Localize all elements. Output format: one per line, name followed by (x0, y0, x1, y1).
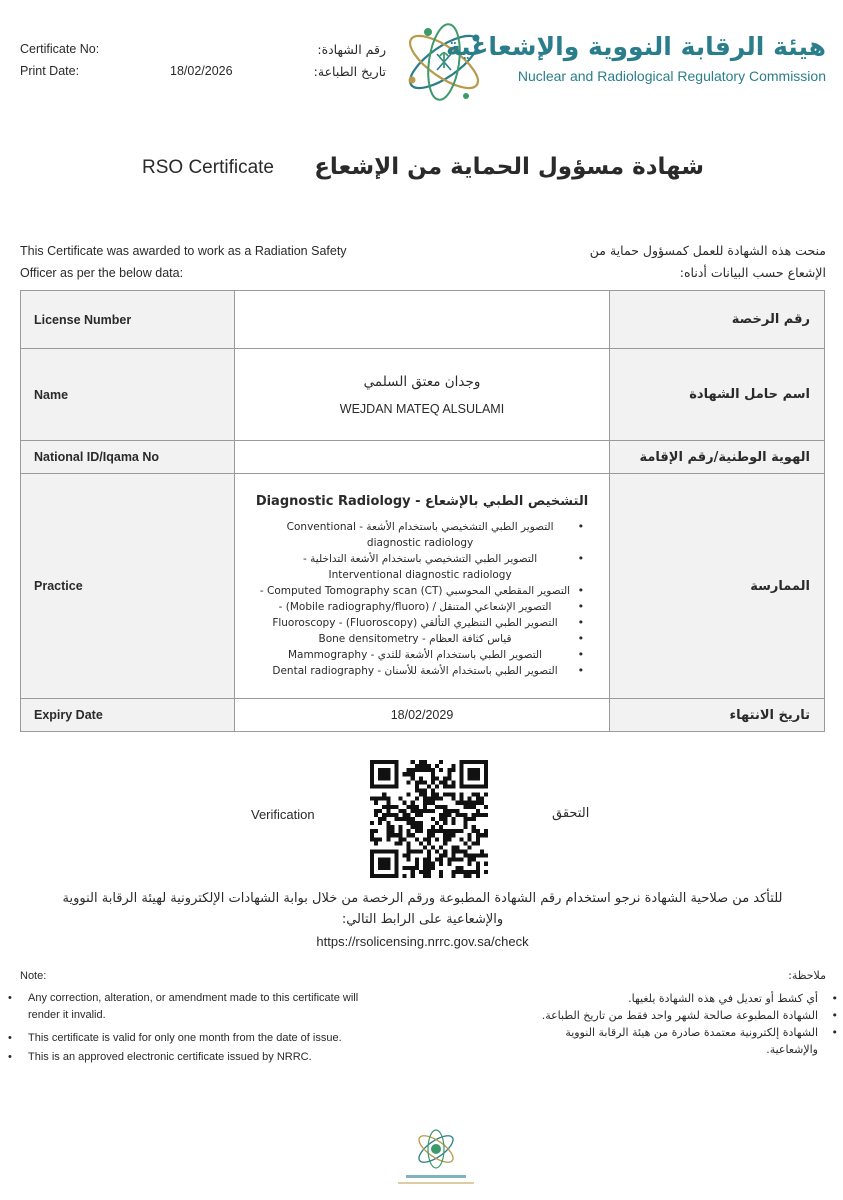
practice-item: • قياس كثافة العظام - Bone densitometry (260, 631, 584, 647)
nid-label-en: National ID/Iqama No (21, 441, 235, 474)
license-value (235, 291, 610, 349)
title-ar: شهادة مسؤول الحماية من الإشعاع (314, 154, 704, 180)
practice-value-cell (235, 474, 610, 699)
practice-item: • التصوير المقطعي المحوسبي (Computed Tomography scan (CT - (260, 583, 584, 599)
nid-value (235, 441, 610, 474)
expiry-value: 18/02/2029 (235, 699, 610, 732)
practice-item: • التصوير الطبي التشخيصي باستخدام الأشعة - Conventional diagnostic radiology (270, 519, 584, 551)
note-item-en: • This certificate is valid for only one month from the date of issue. (8, 1030, 388, 1047)
practice-heading: التشخيص الطبي بالإشعاع - Diagnostic Radiology (255, 493, 589, 509)
note-item-en: • This is an approved electronic certificate issued by NRRC. (8, 1049, 388, 1066)
license-row (21, 291, 825, 349)
license-label-en: License Number (21, 291, 235, 349)
print-date-label-en: Print Date: (20, 64, 80, 78)
name-label-en: Name (21, 349, 235, 441)
qr-code-icon[interactable] (370, 760, 488, 878)
org-name-ar: هيئة الرقابة النووية والإشعاعية (445, 32, 826, 61)
nrrc-footer-logo-icon (388, 1125, 484, 1193)
practice-item: • التصوير الطبي التنظيري التألقي (Fluoroscopy) - Fluoroscopy (260, 615, 584, 631)
intro-en-line2: Officer as per the below data: (20, 266, 184, 280)
intro-en-line1: This Certificate was awarded to work as a Radiation Safety (20, 244, 347, 258)
intro-ar-line2: الإشعاع حسب البيانات أدناه: (679, 265, 826, 280)
intro-en (20, 240, 400, 284)
note-title-en: Note: (20, 970, 47, 982)
cert-no-label-en: Certificate No: (20, 42, 100, 56)
nid-label-ar: الهوية الوطنية/رقم الإقامة (610, 441, 825, 474)
note-item-ar: • أي كشط أو تعديل في هذه الشهادة يلغيها. (520, 990, 838, 1007)
note-item-ar: • الشهادة المطبوعة صالحة لشهر واحد فقط من تاريخ الطباعة. (520, 1007, 838, 1024)
intro-ar-line1: منحت هذه الشهادة للعمل كمسؤول حماية من (589, 243, 826, 258)
holder-name-en: WEJDAN MATEQ ALSULAMI (339, 401, 505, 416)
intro-ar (440, 240, 826, 284)
cert-no-label-ar: رقم الشهادة: (317, 42, 386, 57)
notes-list-en (8, 990, 388, 1066)
verification-label-ar: التحقق (552, 806, 590, 821)
expiry-row (21, 699, 825, 732)
title-en: RSO Certificate (142, 157, 274, 178)
note-title-ar: ملاحظة: (788, 969, 826, 982)
org-name-en: Nuclear and Radiological Regulatory Commission (517, 68, 826, 84)
practice-list (260, 519, 584, 679)
license-label-ar: رقم الرخصة (610, 291, 825, 349)
verification-url-link[interactable]: https://rsolicensing.nrrc.gov.sa/check (316, 934, 529, 949)
verification-text-line1: للتأكد من صلاحية الشهادة نرجو استخدام رقم الشهادة المطبوعة ورقم الرخصة من خلال بوابة الشهادات الإلكترونية لهيئة الرقابة النووية (62, 891, 783, 906)
holder-name-ar: وجدان معتق السلمي (363, 373, 481, 390)
nrrc-atom-logo-icon (398, 18, 490, 104)
verification-label-en: Verification (251, 807, 315, 822)
expiry-label-en: Expiry Date (21, 699, 235, 732)
verification-text-line2: والإشعاعية على الرابط التالي: (341, 912, 504, 927)
name-row (21, 349, 825, 441)
notes-list-ar (520, 990, 838, 1058)
practice-label-ar: الممارسة (610, 474, 825, 699)
note-item-en: • Any correction, alteration, or amendment made to this certificate will render it invalid. (8, 990, 388, 1024)
nid-row (21, 441, 825, 474)
practice-item: • التصوير الطبي باستخدام الأشعة للأسنان - Dental radiography (260, 663, 584, 679)
name-label-ar: اسم حامل الشهادة (610, 349, 825, 441)
certificate-table (20, 290, 825, 732)
practice-item: • التصوير الطبي التشخيصي باستخدام الأشعة التداخلية - Interventional diagnostic radiology (270, 551, 584, 583)
name-value-cell (235, 349, 610, 441)
print-date-value: 18/02/2026 (170, 64, 233, 78)
practice-row (21, 474, 825, 699)
print-date-label-ar: تاريخ الطباعة: (313, 64, 386, 79)
note-item-ar: • الشهادة إلكترونية معتمدة صادرة من هيئة الرقابة النووية والإشعاعية. (520, 1024, 838, 1058)
practice-item: • التصوير الإشعاعي المتنقل / (Mobile radiography/fluoro) - (260, 599, 584, 615)
verification-text (20, 888, 825, 930)
practice-item: • التصوير الطبي باستخدام الأشعة للثدي - Mammography (260, 647, 584, 663)
practice-label-en: Practice (21, 474, 235, 699)
expiry-label-ar: تاريخ الانتهاء (610, 699, 825, 732)
